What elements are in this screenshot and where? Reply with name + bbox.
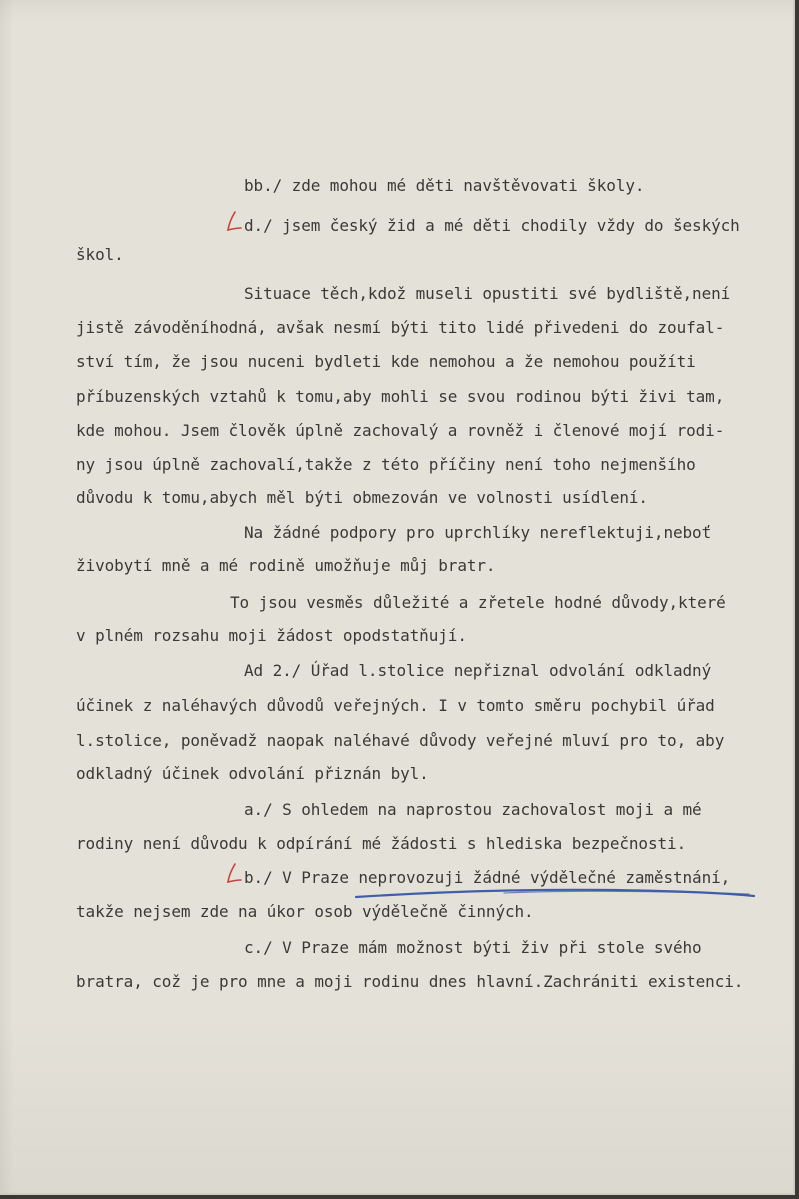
text-line: ny jsou úplně zachovalí,takže z této příčiny není toho nejmenšího	[76, 455, 696, 474]
text-line: odkladný účinek odvolání přiznán byl.	[76, 764, 429, 783]
text-line: živobytí mně a mé rodině umožňuje můj bratr.	[76, 556, 496, 575]
text-line: c./ V Praze mám možnost býti živ při stole svého	[244, 938, 702, 957]
text-line: b./ V Praze neprovozuji žádné výdělečné zaměstnání,	[244, 868, 731, 887]
text-line: To jsou vesměs důležité a zřetele hodné důvody,které	[230, 593, 726, 612]
text-line: Na žádné podpory pro uprchlíky nereflektuji,neboť	[244, 523, 712, 542]
text-line: Ad 2./ Úřad l.stolice nepřiznal odvolání odkladný	[244, 661, 712, 680]
text-line: příbuzenských vztahů k tomu,aby mohli se svou rodinou býti živi tam,	[76, 387, 725, 406]
blue-pencil-underline	[354, 884, 756, 904]
red-pencil-mark	[226, 862, 242, 886]
text-line: v plném rozsahu moji žádost opodstatňují.	[76, 626, 467, 645]
text-line: rodiny není důvodu k odpírání mé žádosti s hlediska bezpečnosti.	[76, 834, 687, 853]
text-line: důvodu k tomu,abych měl býti obmezován ve volnosti usídlení.	[76, 488, 648, 507]
text-line: kde mohou. Jsem člověk úplně zachovalý a rovněž i členové mojí rodi-	[76, 421, 725, 440]
text-line: škol.	[76, 245, 124, 264]
text-line: d./ jsem český žid a mé děti chodily vždy do šeských	[244, 216, 740, 235]
text-line: l.stolice, poněvadž naopak naléhavé důvody veřejné mluví pro to, aby	[76, 731, 725, 750]
text-line: a./ S ohledem na naprostou zachovalost moji a mé	[244, 800, 702, 819]
text-line: účinek z naléhavých důvodů veřejných. I v tomto směru pochybil úřad	[76, 696, 715, 715]
text-line: ství tím, že jsou nuceni bydleti kde nemohou a že nemohou použíti	[76, 352, 696, 371]
text-line: bratra, což je pro mne a moji rodinu dnes hlavní.Zachrániti existenci.	[76, 972, 744, 991]
text-line: Situace těch,kdož museli opustiti své bydliště,není	[244, 284, 731, 303]
red-pencil-mark	[226, 210, 242, 234]
text-line: takže nejsem zde na úkor osob výdělečně činných.	[76, 902, 534, 921]
text-line: bb./ zde mohou mé děti navštěvovati školy.	[244, 176, 645, 195]
text-line: jistě závoděníhodná, avšak nesmí býti tito lidé přivedeni do zoufal-	[76, 318, 725, 337]
